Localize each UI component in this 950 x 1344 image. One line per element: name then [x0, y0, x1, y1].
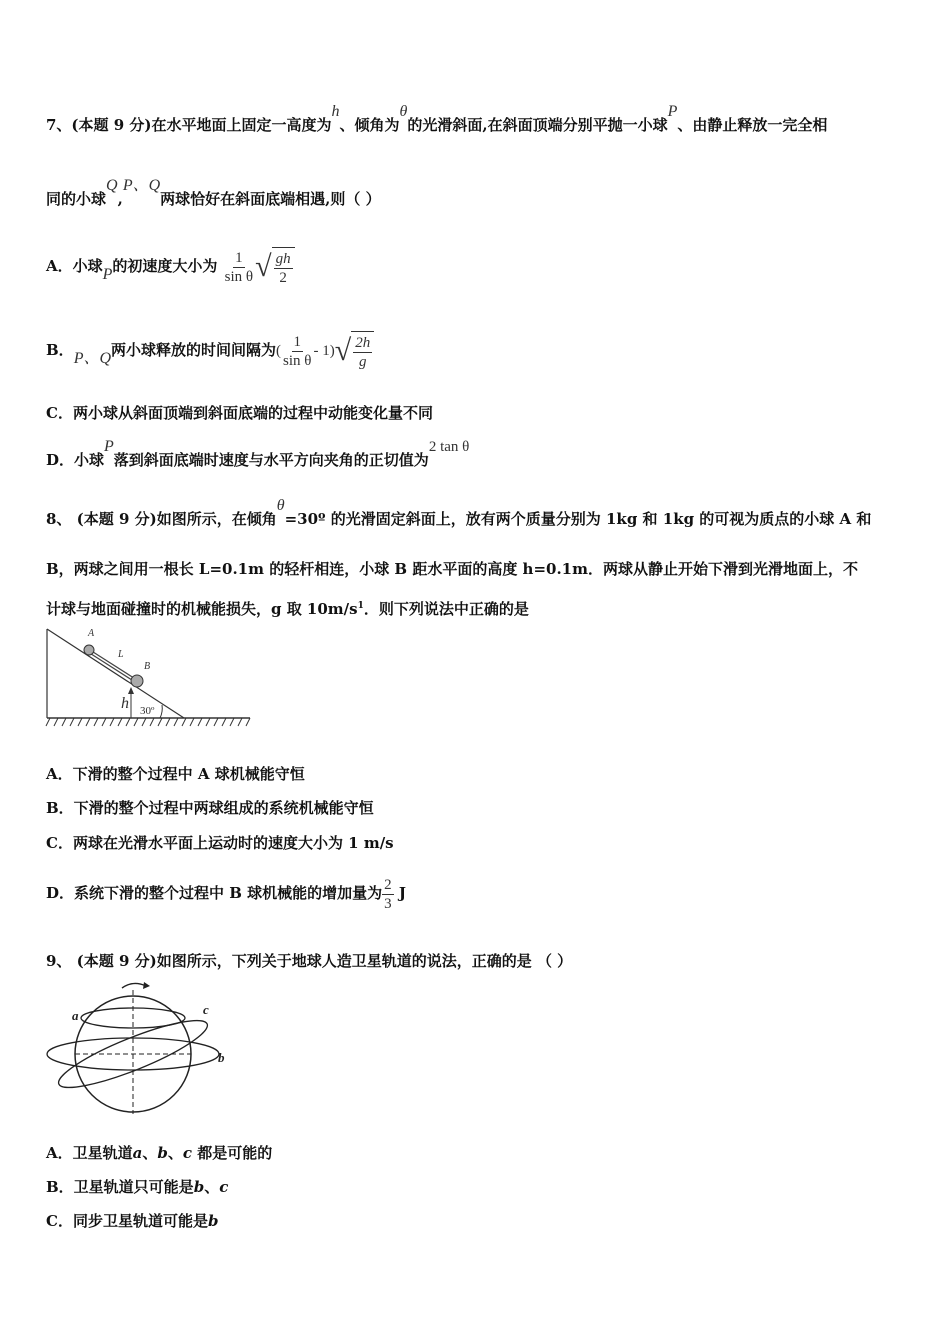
q8-stem-line1: 8、 (本题 9 分)如图所示，在倾角θ=30º 的光滑固定斜面上，放有两个质量分别为 1kg 和 1kg 的可视为质点的小球 A 和: [46, 497, 872, 528]
q7-a-fraction: $\frac{1}{\text{sin θ}}$: [224, 249, 254, 285]
q7-b-fraction: $\frac{1}{\text{sin θ}}$: [283, 333, 312, 369]
q8-option-c[interactable]: C．两球在光滑水平面上运动时的速度大小为 1 m/s: [46, 834, 394, 852]
q9-stem: 9、 (本题 9 分)如图所示，下列关于地球人造卫星轨道的说法，正确的是 （ ）: [46, 952, 573, 970]
q9-option-b[interactable]: B．卫星轨道只可能是b、c: [46, 1178, 229, 1196]
q7-stem-line2: 同的小球Q,P、Q两球恰好在斜面底端相遇,则（ ）: [46, 177, 381, 208]
q8-d-fraction: $\frac{2}{3}$: [384, 876, 392, 912]
q7-b-sqrt: √ $\frac{2h}{g}$: [335, 331, 374, 372]
q7-option-d[interactable]: D．小球P落到斜面底端时速度与水平方向夹角的正切值为2 tan θ: [46, 438, 470, 469]
ground-hatching: [46, 718, 250, 726]
q9-option-a[interactable]: A．卫星轨道a、b、c 都是可能的: [46, 1144, 273, 1162]
label-a: A: [88, 628, 95, 639]
q7-option-a[interactable]: A．小球P的初速度大小为 $\frac{1}{\text{sin θ}}$ √ $\frac{gh}{2}$: [46, 246, 295, 288]
q8-option-b[interactable]: B．下滑的整个过程中两球组成的系统机械能守恒: [46, 799, 374, 817]
ball-a: [84, 645, 94, 655]
rotation-arrow-icon: [122, 983, 146, 988]
q7-option-c[interactable]: C．两小球从斜面顶端到斜面底端的过程中动能变化量不同: [46, 404, 433, 422]
q8-incline-figure: [42, 626, 254, 730]
incline-slope: [47, 629, 184, 718]
label-a: a: [72, 1008, 79, 1023]
label-angle: 30º: [140, 705, 155, 717]
ball-b: [131, 675, 143, 687]
q7-a-sqrt: √ $\frac{gh}{2}$: [255, 247, 294, 288]
label-c: c: [203, 1002, 209, 1017]
label-h: h: [121, 695, 129, 712]
q9-earth-orbits-figure: [40, 978, 240, 1120]
label-b: B: [144, 661, 151, 672]
label-l: L: [118, 649, 124, 660]
q9-option-c[interactable]: C．同步卫星轨道可能是b: [46, 1212, 219, 1230]
q7-stem-line1: 7、(本题 9 分)在水平地面上固定一高度为h、倾角为θ的光滑斜面,在斜面顶端分别平抛一小球P、由静止释放一完全相: [46, 103, 828, 134]
q8-option-d[interactable]: D．系统下滑的整个过程中 B 球机械能的增加量为 $\frac{2}{3}$ J: [46, 876, 406, 912]
q8-option-a[interactable]: A．下滑的整个过程中 A 球机械能守恒: [46, 765, 305, 783]
label-b: b: [218, 1050, 225, 1065]
q8-stem-line2: B，两球之间用一根长 L=0.1m 的轻杆相连，小球 B 距水平面的高度 h=0.1m．两球从静止开始下滑到光滑地面上，不: [46, 560, 858, 578]
q8-stem-line3: 计球与地面碰撞时的机械能损失，g 取 $10m/s^1$．则下列说法中正确的是: [46, 600, 529, 618]
q7-option-b[interactable]: B．P、Q两小球释放的时间间隔为( $\frac{1}{\text{sin θ}}$ - 1) √ $\frac{2h}{g}$: [46, 330, 374, 372]
